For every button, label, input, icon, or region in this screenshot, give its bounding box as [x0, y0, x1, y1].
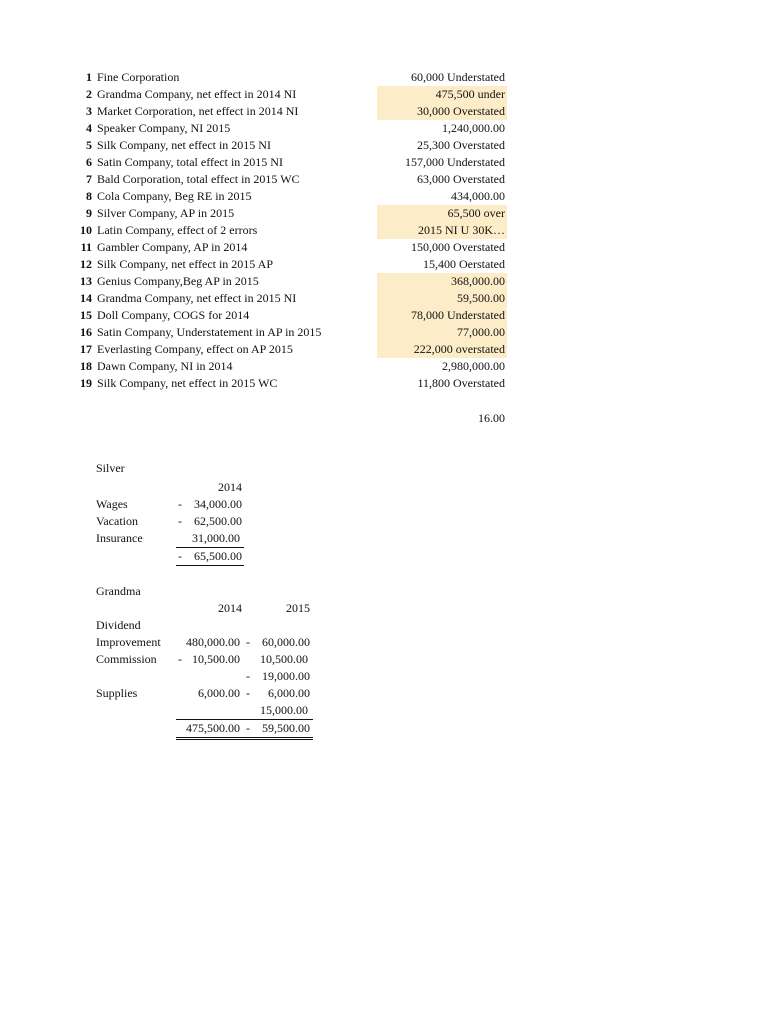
- answer-number: 12: [80, 257, 92, 271]
- answer-label: Silk Company, net effect in 2015 NI: [97, 138, 271, 152]
- answer-number: 13: [80, 274, 92, 288]
- answer-number: 7: [86, 172, 92, 186]
- answer-label: Silver Company, AP in 2015: [97, 206, 235, 220]
- answer-label: Fine Corporation: [97, 70, 180, 84]
- answer-row: [70, 154, 510, 171]
- grandma-improvement-label: Improvement: [96, 635, 161, 649]
- answer-value: 368,000.00: [377, 273, 507, 290]
- grandma-extra-2015: - 19,000.00: [246, 669, 310, 683]
- silver-vacation-value: - 62,500.00: [178, 514, 242, 528]
- answer-value: 30,000 Overstated: [377, 103, 507, 120]
- grandma-total-2015: - 59,500.00: [246, 721, 310, 735]
- answer-row: [70, 222, 510, 239]
- answer-value: 11,800 Overstated: [417, 376, 505, 390]
- answer-row: [70, 307, 510, 324]
- silver-wages-label: Wages: [96, 497, 128, 511]
- answer-row: [70, 239, 510, 256]
- answer-number: 18: [80, 359, 92, 373]
- answer-number: 5: [86, 138, 92, 152]
- grandma-improvement-2014: 480,000.00: [186, 635, 240, 649]
- answer-number: 14: [80, 291, 92, 305]
- answer-label: Grandma Company, net effect in 2014 NI: [97, 87, 297, 101]
- answer-number: 19: [80, 376, 92, 390]
- answer-row: [70, 86, 510, 103]
- answer-label: Cola Company, Beg RE in 2015: [97, 189, 252, 203]
- answer-row: [70, 205, 510, 222]
- answer-number: 8: [86, 189, 92, 203]
- answer-row: [70, 324, 510, 341]
- answer-label: Everlasting Company, effect on AP 2015: [97, 342, 293, 356]
- answers-list: [70, 69, 510, 392]
- answer-row: [70, 120, 510, 137]
- answer-label: Doll Company, COGS for 2014: [97, 308, 250, 322]
- answer-number: 15: [80, 308, 92, 322]
- grandma-supplies-label: Supplies: [96, 686, 138, 700]
- answer-value: 65,500 over: [377, 205, 507, 222]
- answer-row: [70, 358, 510, 375]
- answer-row: [70, 188, 510, 205]
- silver-year: 2014: [218, 480, 242, 494]
- answer-number: 10: [80, 223, 92, 237]
- answer-label: Gambler Company, AP in 2014: [97, 240, 248, 254]
- answer-number: 16: [80, 325, 92, 339]
- answer-value: 2,980,000.00: [442, 359, 505, 373]
- grandma-commission-2014: - 10,500.00: [178, 652, 240, 666]
- answer-row: [70, 256, 510, 273]
- answer-row: [70, 290, 510, 307]
- score-total: 16.00: [478, 411, 505, 425]
- answer-row: [70, 341, 510, 358]
- answer-label: Silk Company, net effect in 2015 AP: [97, 257, 273, 271]
- grandma-year-2014: 2014: [218, 601, 242, 615]
- silver-insurance-label: Insurance: [96, 531, 143, 545]
- grandma-total-rule-2: [176, 739, 313, 740]
- answer-number: 17: [80, 342, 92, 356]
- silver-wages-value: - 34,000.00: [178, 497, 242, 511]
- answer-value: 2015 NI U 30K…: [377, 222, 507, 239]
- answer-value: 59,500.00: [377, 290, 507, 307]
- silver-total-value: - 65,500.00: [178, 549, 242, 563]
- answer-number: 9: [86, 206, 92, 220]
- answer-value: 63,000 Overstated: [417, 172, 505, 186]
- silver-insurance-value: 31,000.00: [192, 531, 240, 545]
- answer-value: 157,000 Understated: [405, 155, 505, 169]
- grandma-year-2015: 2015: [286, 601, 310, 615]
- answer-row: [70, 273, 510, 290]
- answer-label: Bald Corporation, total effect in 2015 WC: [97, 172, 300, 186]
- grandma-supplies-2015-b: 15,000.00: [260, 703, 308, 717]
- answer-label: Grandma Company, net effect in 2015 NI: [97, 291, 297, 305]
- silver-vacation-label: Vacation: [96, 514, 138, 528]
- answer-value: 15,400 Oerstated: [423, 257, 505, 271]
- answer-label: Market Corporation, net effect in 2014 NI: [97, 104, 299, 118]
- answer-row: [70, 171, 510, 188]
- answer-number: 11: [80, 240, 92, 254]
- grandma-title: Grandma: [96, 584, 141, 598]
- answer-value: 25,300 Overstated: [417, 138, 505, 152]
- answer-row: [70, 103, 510, 120]
- answer-label: Latin Company, effect of 2 errors: [97, 223, 258, 237]
- answer-label: Satin Company, Understatement in AP in 2015: [97, 325, 322, 339]
- answer-number: 4: [86, 121, 92, 135]
- grandma-total-2014: 475,500.00: [186, 721, 240, 735]
- answer-label: Speaker Company, NI 2015: [97, 121, 231, 135]
- answer-row: [70, 375, 510, 392]
- grandma-commission-2015: 10,500.00: [260, 652, 308, 666]
- grandma-improvement-2015: - 60,000.00: [246, 635, 310, 649]
- answer-label: Satin Company, total effect in 2015 NI: [97, 155, 283, 169]
- answer-value: 78,000 Understated: [377, 307, 507, 324]
- grandma-dividend-label: Dividend: [96, 618, 141, 632]
- answer-row: [70, 137, 510, 154]
- answer-number: 2: [86, 87, 92, 101]
- answer-label: Silk Company, net effect in 2015 WC: [97, 376, 278, 390]
- answer-value: 150,000 Overstated: [411, 240, 505, 254]
- silver-total-rule: [176, 565, 244, 566]
- answer-value: 1,240,000.00: [442, 121, 505, 135]
- answer-value: 60,000 Understated: [411, 70, 505, 84]
- answer-number: 1: [86, 70, 92, 84]
- answer-value: 475,500 under: [377, 86, 507, 103]
- silver-title: Silver: [96, 461, 125, 475]
- answer-value: 77,000.00: [377, 324, 507, 341]
- answer-number: 3: [86, 104, 92, 118]
- answer-row: [70, 69, 510, 86]
- grandma-supplies-2014: 6,000.00: [198, 686, 240, 700]
- answer-number: 6: [86, 155, 92, 169]
- grandma-commission-label: Commission: [96, 652, 157, 666]
- answer-label: Genius Company,Beg AP in 2015: [97, 274, 259, 288]
- grandma-total-rule-1: [176, 737, 313, 738]
- answer-value: 434,000.00: [451, 189, 505, 203]
- answer-label: Dawn Company, NI in 2014: [97, 359, 233, 373]
- grandma-supplies-2015: - 6,000.00: [246, 686, 310, 700]
- answer-value: 222,000 overstated: [377, 341, 507, 358]
